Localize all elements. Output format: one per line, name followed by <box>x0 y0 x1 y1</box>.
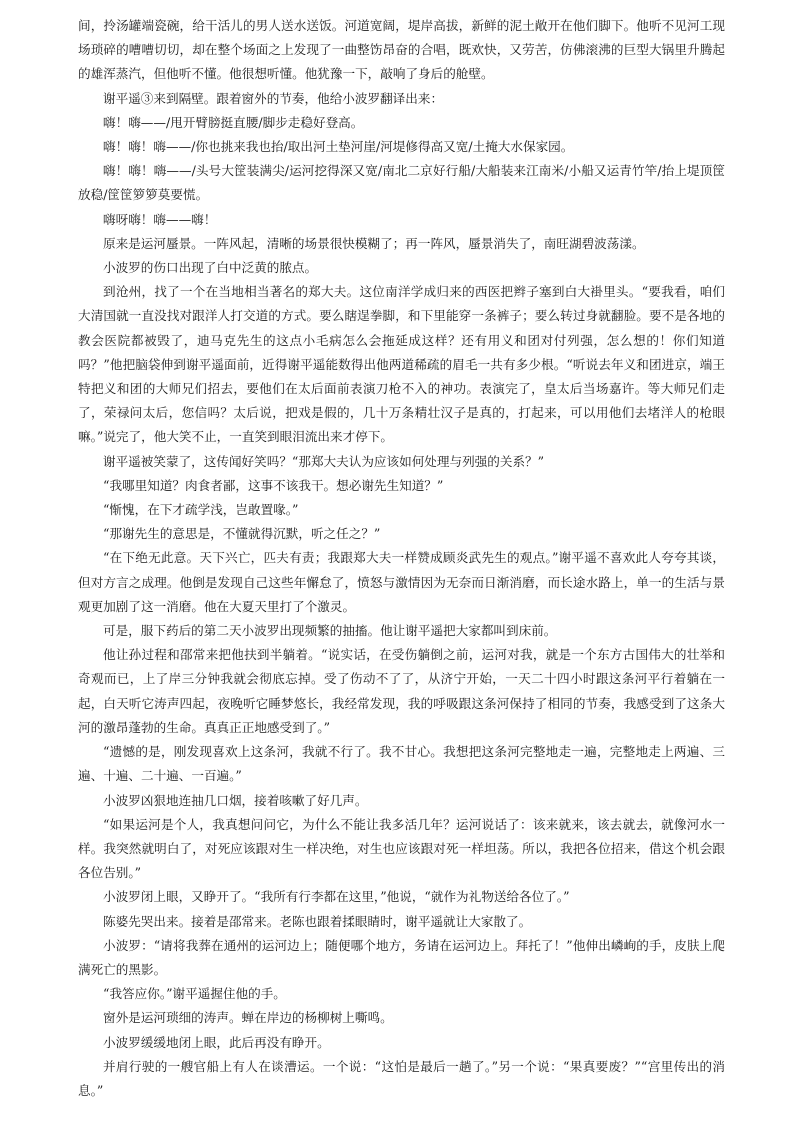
paragraph: “如果运河是个人，我真想问问它，为什么不能让我多活几年？运河说话了：该来就来，该去就去，就像河水一样。我突然就明白了，对死应该跟对生一样决绝，对生也应该跟对死一样坦荡。所以，我把各位招来，借这个机会跟各位告别。” <box>78 816 725 881</box>
paragraph: 嗨！嗨！嗨——/头号大筐装满尖/运河挖得深又宽/南北二京好行船/大船装来江南米/小船又运青竹竿/抬上堤顶筐放稳/筐筐箩箩莫要慌。 <box>78 163 725 203</box>
paragraph: 嗨！嗨！嗨——/你也挑来我也抬/取出河土垫河崖/河堤修得高又宽/土掩大水保家园。 <box>103 139 574 155</box>
paragraph: 小波罗闭上眼，又睁开了。“我所有行李都在这里，”他说，“就作为礼物送给各位了。” <box>103 889 570 905</box>
paragraph: 可是，服下药后的第二天小波罗出现频繁的抽搐。他让谢平遥把大家都叫到床前。 <box>103 623 557 639</box>
paragraph: “那谢先生的意思是，不懂就得沉默，听之任之？” <box>103 526 381 542</box>
paragraph: 小波罗凶狠地连抽几口烟，接着咳嗽了好几声。 <box>103 792 368 808</box>
paragraph: 嗨呀嗨！嗨——嗨！ <box>103 211 217 227</box>
paragraph: 到沧州，找了一个在当地相当著名的郑大夫。这位南洋学成归来的西医把辫子塞到白大褂里头。“要我看，咱们大清国就一直没找对跟洋人打交道的方式。要么瞎逞拳脚，和下里能穿一条裤子；要么转过身就翻脸。要不是各地的教会医院都被毁了，迪马克先生的这点小毛病怎么会拖延成这样？还有用义和团对付列强，怎么想的！你们知道吗？”他把脑袋伸到谢平遥面前，近得谢平遥能数得出他两道稀疏的眉毛一共有多少根。“听说去年义和团进京，端王特把义和团的大师兄们招去，要他们在太后面前表演刀枪不入的神功。表演完了，皇太后当场嘉许。等大师兄们走了，荣禄问太后，您信吗？太后说，把戏是假的，几十万条精壮汉子是真的，打起来，可以用他们去堵洋人的枪眼嘛。”说完了，他大笑不止，一直笑到眼泪流出来才停下。 <box>78 284 725 445</box>
paragraph: 并肩行驶的一艘官船上有人在谈漕运。一个说：“这怕是最后一趟了。”另一个说：“果真要废？”“宫里传出的消息。” <box>78 1058 725 1098</box>
paragraph: 他让孙过程和邵常来把他扶到半躺着。“说实话，在受伤躺倒之前，运河对我，就是一个东方古国伟大的壮举和奇观而已，上了岸三分钟我就会彻底忘掉。受了伤动不了了，从济宁开始，一天二十四小时跟这条河平行着躺在一起，白天听它涛声四起，夜晚听它睡梦悠长，我经常发现，我的呼吸跟这条河保持了相同的节奏，我感受到了这条大河的激昂蓬勃的生命。真真正正地感受到了。” <box>78 647 725 735</box>
paragraph: 小波罗缓缓地闭上眼，此后再没有睁开。 <box>103 1034 330 1050</box>
document-page <box>78 14 725 1103</box>
paragraph: 小波罗：“请将我葬在通州的运河边上；随便哪个地方，务请在运河边上。拜托了！”他伸出嶙峋的手，皮肤上爬满死亡的黑影。 <box>78 937 725 977</box>
paragraph: 间，拎汤罐端瓷碗，给干活儿的男人送水送饭。河道宽阔，堤岸高拔，新鲜的泥土敞开在他们脚下。他听不见河工现场琐碎的嘈嘈切切，却在整个场面之上发现了一曲整饬昂奋的合唱，既欢快，又劳苦，仿佛滚沸的巨型大锅里升腾起的雄浑蒸汽，但他听不懂。他很想听懂。他犹豫一下，敲响了身后的舱壁。 <box>78 18 725 82</box>
paragraph: 陈婆先哭出来。接着是邵常来。老陈也跟着揉眼睛时，谢平遥就让大家散了。 <box>103 913 532 929</box>
paragraph: 窗外是运河琐细的涛声。蝉在岸边的杨柳树上嘶鸣。 <box>103 1010 393 1026</box>
paragraph: 小波罗的伤口出现了白中泛黄的脓点。 <box>103 260 318 276</box>
paragraph: 谢平遥被笑蒙了，这传闻好笑吗？“那郑大夫认为应该如何处理与列强的关系？” <box>103 453 545 469</box>
paragraph: “我哪里知道？肉食者鄙，这事不该我干。想必谢先生知道？” <box>103 477 444 493</box>
paragraph: “在下绝无此意。天下兴亡，匹夫有责；我跟郑大夫一样赞成顾炎武先生的观点。”谢平遥不喜欢此人夸夸其谈，但对方言之成理。他倒是发现自己这些年懈怠了，愤怒与激情因为无奈而日渐消磨，而长途水路上，单一的生活与景观更加剧了这一消磨。他在大夏天里打了个激灵。 <box>78 550 725 614</box>
paragraph: 谢平遥③来到隔壁。跟着窗外的节奏，他给小波罗翻译出来： <box>103 90 444 106</box>
paragraph: “遗憾的是，刚发现喜欢上这条河，我就不行了。我不甘心。我想把这条河完整地走一遍，完整地走上两遍、三遍、十遍、二十遍、一百遍。” <box>78 744 725 784</box>
paragraph: “惭愧，在下才疏学浅，岂敢置喙。” <box>103 502 299 518</box>
paragraph: “我答应你。”谢平遥握住他的手。 <box>103 986 286 1002</box>
paragraph: 嗨！嗨——/甩开臂膀挺直腰/脚步走稳好登高。 <box>103 114 364 130</box>
paragraph: 原来是运河蜃景。一阵风起，清晰的场景很快模糊了；再一阵风，蜃景消失了，南旺湖碧波荡漾。 <box>103 235 645 251</box>
